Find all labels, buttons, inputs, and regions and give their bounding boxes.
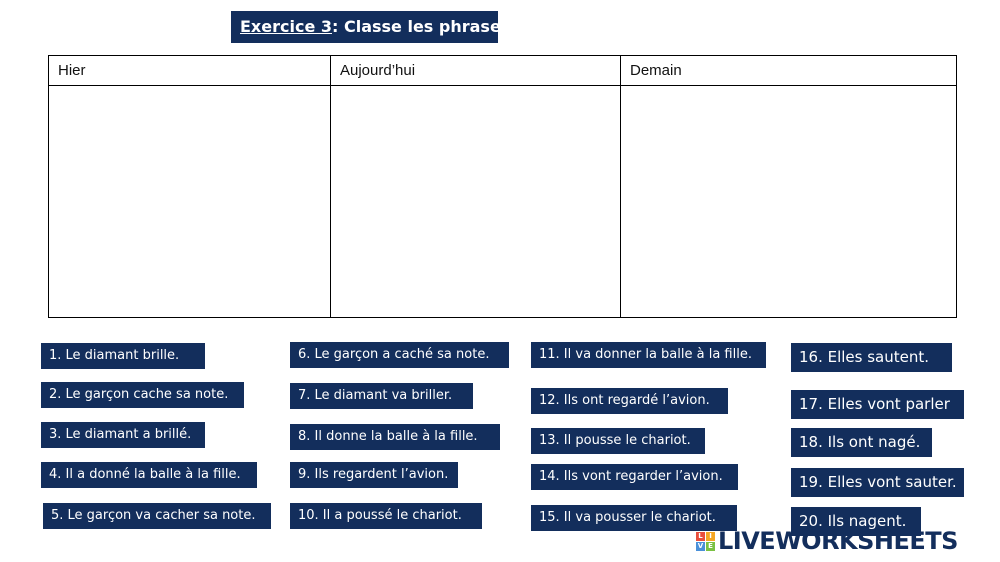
sentence-card-15[interactable]: 15. Il va pousser le chariot.	[531, 505, 737, 531]
sentence-card-7[interactable]: 7. Le diamant va briller.	[290, 383, 473, 409]
column-header-demain: Demain	[621, 56, 956, 86]
sentence-card-18[interactable]: 18. Ils ont nagé.	[791, 428, 932, 457]
drop-zone-demain[interactable]	[621, 86, 956, 317]
sentence-card-12[interactable]: 12. Ils ont regardé l’avion.	[531, 388, 728, 414]
drop-zone-aujourdhui[interactable]	[331, 86, 620, 317]
exercise-number: Exercice 3	[240, 17, 332, 36]
sentence-card-9[interactable]: 9. Ils regardent l’avion.	[290, 462, 458, 488]
liveworksheets-mark-icon: L I V E	[696, 532, 715, 551]
column-aujourdhui	[331, 56, 621, 317]
column-header-hier: Hier	[49, 56, 330, 86]
exercise-title	[231, 11, 511, 43]
sentence-card-3[interactable]: 3. Le diamant a brillé.	[41, 422, 205, 448]
sentence-card-20[interactable]: 20. Ils nagent.	[791, 507, 921, 536]
sentence-card-4[interactable]: 4. Il a donné la balle à la fille.	[41, 462, 257, 488]
sentence-card-16[interactable]: 16. Elles sautent.	[791, 343, 952, 372]
exercise-instruction: : Classe les phrases	[332, 17, 511, 36]
sentence-card-2[interactable]: 2. Le garçon cache sa note.	[41, 382, 244, 408]
sentence-card-14[interactable]: 14. Ils vont regarder l’avion.	[531, 464, 738, 490]
column-demain	[621, 56, 956, 317]
sentence-card-10[interactable]: 10. Il a poussé le chariot.	[290, 503, 482, 529]
sentence-card-13[interactable]: 13. Il pousse le chariot.	[531, 428, 705, 454]
sentence-card-5[interactable]: 5. Le garçon va cacher sa note.	[43, 503, 271, 529]
liveworksheets-wordmark: LIVEWORKSHEETS	[718, 527, 958, 555]
column-header-aujourdhui: Aujourd’hui	[331, 56, 620, 86]
sentence-card-6[interactable]: 6. Le garçon a caché sa note.	[290, 342, 509, 368]
liveworksheets-logo	[696, 527, 958, 555]
sentence-card-17[interactable]: 17. Elles vont parler	[791, 390, 964, 419]
drop-zone-hier[interactable]	[49, 86, 330, 317]
sentence-card-19[interactable]: 19. Elles vont sauter.	[791, 468, 964, 497]
classification-table	[48, 55, 957, 318]
column-hier	[49, 56, 331, 317]
sentence-card-8[interactable]: 8. Il donne la balle à la fille.	[290, 424, 500, 450]
sentence-card-11[interactable]: 11. Il va donner la balle à la fille.	[531, 342, 766, 368]
sentence-card-1[interactable]: 1. Le diamant brille.	[41, 343, 205, 369]
